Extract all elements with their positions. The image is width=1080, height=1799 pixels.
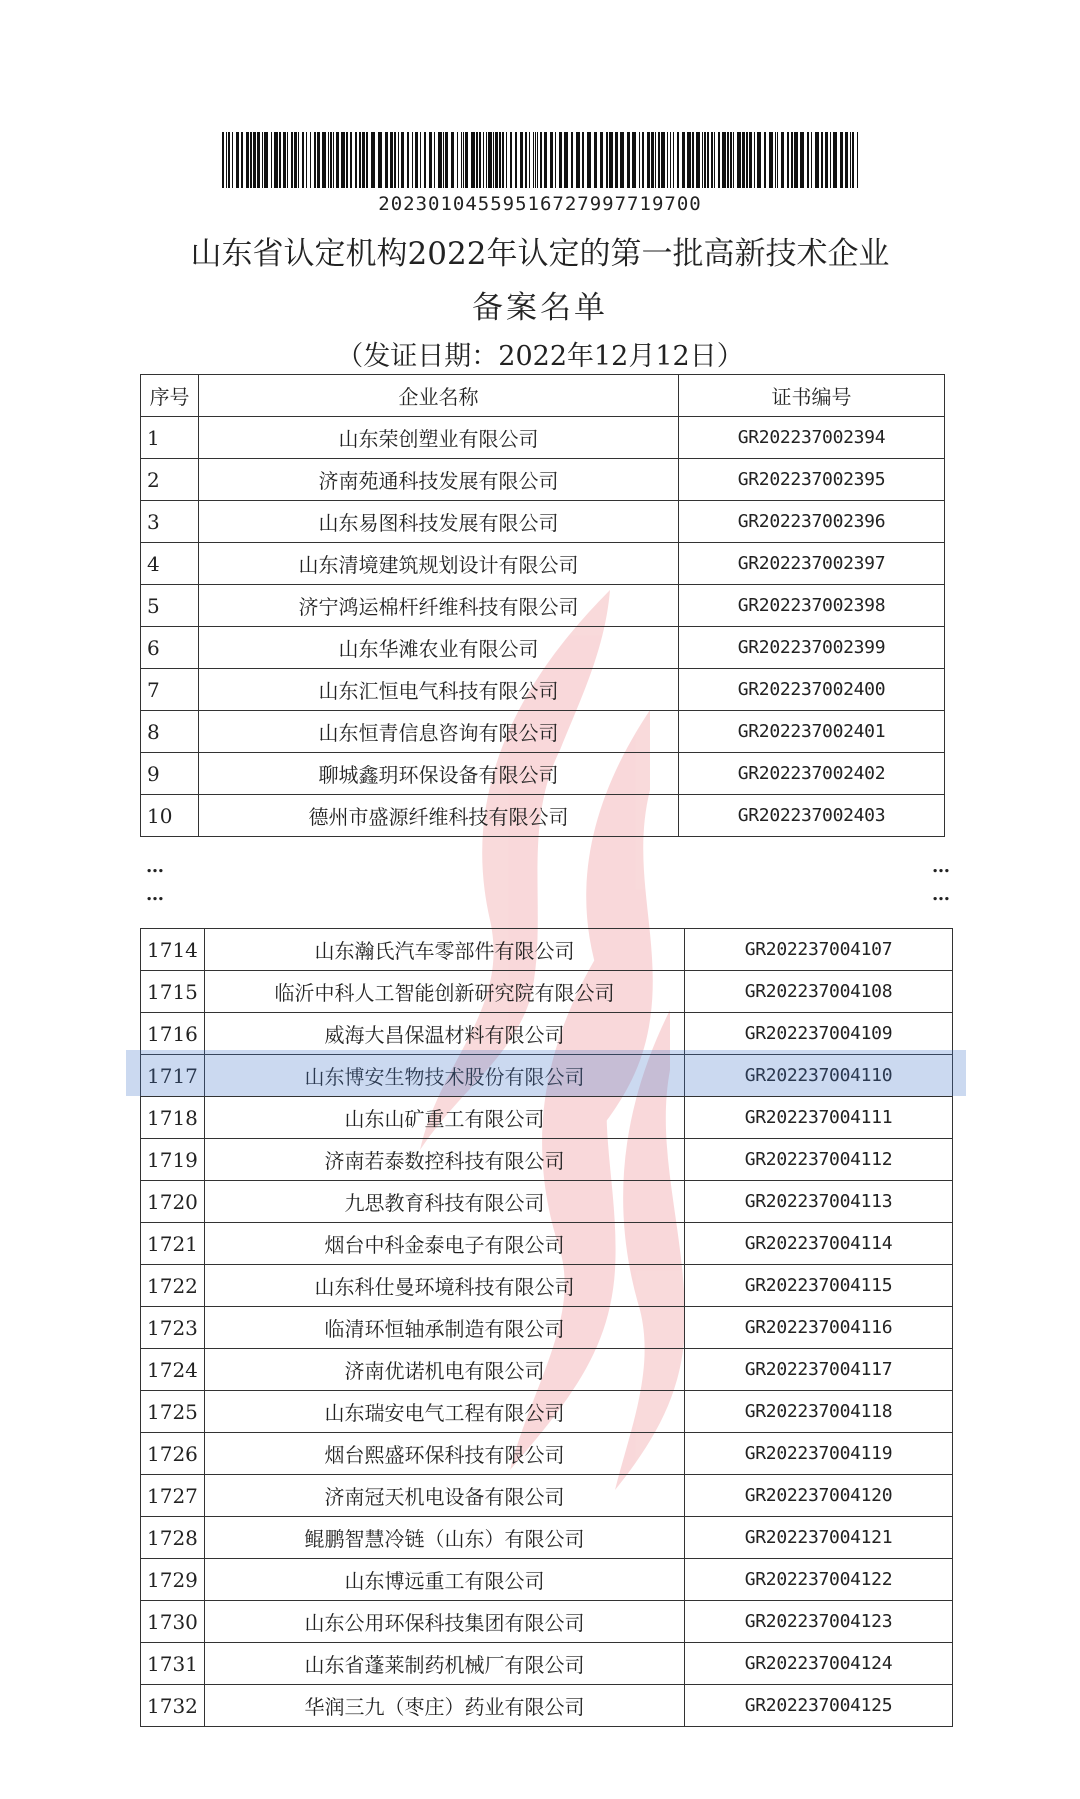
cell-name: 济南苑通科技发展有限公司 [199,459,679,501]
cell-seq: 1721 [141,1223,205,1265]
cell-seq: 3 [141,501,199,543]
barcode-bar [627,132,630,188]
header-seq: 序号 [141,375,199,417]
table-row [141,1559,953,1601]
cell-name: 山东瀚氏汽车零部件有限公司 [205,929,685,971]
barcode [222,132,858,188]
barcode-bar [606,132,608,188]
table-row [141,543,945,585]
cell-seq: 1727 [141,1475,205,1517]
barcode-bar [451,132,454,188]
header-code: 证书编号 [679,375,945,417]
cell-name: 山东山矿重工有限公司 [205,1097,685,1139]
barcode-bar [714,132,715,188]
barcode-bar [696,132,700,188]
cell-name: 威海大昌保温材料有限公司 [205,1013,685,1055]
barcode-bar [378,132,382,188]
barcode-bar [661,132,665,188]
cell-seq: 1724 [141,1349,205,1391]
cell-seq: 1723 [141,1307,205,1349]
cell-code: GR202237004110 [685,1055,953,1097]
barcode-bar [754,132,755,188]
barcode-bar [769,132,773,188]
barcode-bar [232,132,233,188]
cell-code: GR202237002401 [679,711,945,753]
barcode-bar [493,132,494,188]
cell-code: GR202237002395 [679,459,945,501]
barcode-bar [807,132,809,188]
table-row [141,1055,953,1097]
barcode-bar [520,132,523,188]
cell-name: 山东华滩农业有限公司 [199,627,679,669]
cell-name: 九思教育科技有限公司 [205,1181,685,1223]
barcode-bar [390,132,393,188]
barcode-bar [502,132,504,188]
cell-code: GR202237002399 [679,627,945,669]
barcode-bar [359,132,361,188]
barcode-bar [550,132,553,188]
barcode-bar [283,132,286,188]
cell-seq: 1731 [141,1643,205,1685]
barcode-bar [253,132,256,188]
barcode-bar [857,132,858,188]
header-name: 企业名称 [199,375,679,417]
barcode-bar [852,132,854,188]
table-row [141,753,945,795]
cell-code: GR202237004111 [685,1097,953,1139]
cell-name: 临清环恒轴承制造有限公司 [205,1307,685,1349]
cell-name: 华润三九（枣庄）药业有限公司 [205,1685,685,1727]
barcode-bar [582,132,584,188]
barcode-bar [742,132,745,188]
cell-seq: 1 [141,417,199,459]
table-row [141,795,945,837]
barcode-bar [670,132,671,188]
cell-code: GR202237004117 [685,1349,953,1391]
cell-code: GR202237004119 [685,1433,953,1475]
barcode-bar [346,132,348,188]
cell-code: GR202237004115 [685,1265,953,1307]
cell-name: 山东博安生物技术股份有限公司 [205,1055,685,1097]
table-row [141,1223,953,1265]
barcode-bar [271,132,272,188]
cell-code: GR202237002394 [679,417,945,459]
enterprise-table-top [140,374,945,837]
barcode-bar [471,132,475,188]
barcode-bar [704,132,706,188]
barcode-bar [677,132,679,188]
barcode-bar [781,132,784,188]
barcode-bar [632,132,636,188]
barcode-bar [341,132,345,188]
barcode-bar [571,132,573,188]
document-title: 山东省认定机构2022年认定的第一批高新技术企业 [190,236,890,272]
cell-name: 济宁鸿运棉杆纤维科技有限公司 [199,585,679,627]
barcode-bar [465,132,468,188]
barcode-bar [488,132,492,188]
barcode-bar [257,132,260,188]
barcode-bar [647,132,650,188]
barcode-bar [420,132,421,188]
cell-code: GR202237004112 [685,1139,953,1181]
cell-name: 临沂中科人工智能创新研究院有限公司 [205,971,685,1013]
cell-code: GR202237004123 [685,1601,953,1643]
barcode-bar [510,132,512,188]
cell-code: GR202237002402 [679,753,945,795]
cell-code: GR202237002400 [679,669,945,711]
cell-seq: 2 [141,459,199,501]
barcode-bar [764,132,766,188]
barcode-bar [429,132,432,188]
cell-seq: 4 [141,543,199,585]
barcode-bar [749,132,752,188]
barcode-bar [600,132,603,188]
barcode-bar [398,132,399,188]
barcode-bar [483,132,484,188]
barcode-bar [394,132,396,188]
barcode-bar [730,132,732,188]
barcode-bar [226,132,227,188]
table-row [141,971,953,1013]
cell-code: GR202237004122 [685,1559,953,1601]
cell-code: GR202237004124 [685,1643,953,1685]
table-row [141,459,945,501]
barcode-bar [794,132,798,188]
barcode-bar [687,132,691,188]
cell-code: GR202237002403 [679,795,945,837]
cell-seq: 1722 [141,1265,205,1307]
barcode-bar [537,132,538,188]
barcode-bar [658,132,660,188]
barcode-bar [529,132,530,188]
barcode-bar [682,132,685,188]
barcode-bar [642,132,644,188]
barcode-bar [302,132,304,188]
table-row [141,1433,953,1475]
barcode-bar [236,132,239,188]
barcode-bar [443,132,444,188]
table-row [141,627,945,669]
barcode-bar [777,132,778,188]
barcode-bar [727,132,729,188]
cell-seq: 1732 [141,1685,205,1727]
barcode-bar [787,132,789,188]
barcode-bar [833,132,837,188]
cell-code: GR202237004116 [685,1307,953,1349]
barcode-bar [461,132,462,188]
cell-name: 济南冠天机电设备有限公司 [205,1475,685,1517]
cell-name: 山东易图科技发展有限公司 [199,501,679,543]
table-header-row [141,375,945,417]
barcode-bar [228,132,230,188]
barcode-bar [746,132,748,188]
table-row [141,711,945,753]
barcode-bar [707,132,709,188]
table-row [141,1349,953,1391]
cell-name: 烟台中科金泰电子有限公司 [205,1223,685,1265]
barcode-bar [298,132,299,188]
table-row [141,1097,953,1139]
barcode-bar [533,132,534,188]
table-row [141,1685,953,1727]
ellipsis-left-1: … [146,856,162,877]
barcode-bar [328,132,329,188]
barcode-bar [840,132,843,188]
barcode-bar [711,132,713,188]
barcode-bar [250,132,252,188]
table-row [141,1139,953,1181]
cell-seq: 7 [141,669,199,711]
barcode-bar [262,132,263,188]
barcode-bar [555,132,556,188]
barcode-bar [845,132,848,188]
barcode-bar [587,132,591,188]
barcode-bar [314,132,316,188]
barcode-bar [615,132,618,188]
barcode-bar [385,132,388,188]
barcode-bar [479,132,481,188]
table-row [141,417,945,459]
cell-code: GR202237004125 [685,1685,953,1727]
cell-seq: 9 [141,753,199,795]
barcode-bar [371,132,375,188]
barcode-bar [775,132,776,188]
cell-name: 山东省蓬莱制药机械厂有限公司 [205,1643,685,1685]
barcode-bar [825,132,828,188]
barcode-bar [486,132,487,188]
barcode-bar [294,132,297,188]
barcode-bar [495,132,498,188]
barcode-bar [401,132,404,188]
ellipsis-right-1: … [932,856,948,877]
barcode-bar [355,132,357,188]
barcode-bar [322,132,326,188]
cell-code: GR202237004114 [685,1223,953,1265]
cell-seq: 5 [141,585,199,627]
barcode-bar [620,132,624,188]
cell-name: 德州市盛源纤维科技有限公司 [199,795,679,837]
barcode-bar [525,132,527,188]
barcode-bar [609,132,613,188]
cell-seq: 1726 [141,1433,205,1475]
cell-code: GR202237004108 [685,971,953,1013]
barcode-bar [330,132,332,188]
cell-name: 山东瑞安电气工程有限公司 [205,1391,685,1433]
barcode-bar [499,132,501,188]
cell-seq: 8 [141,711,199,753]
barcode-bar [850,132,851,188]
cell-seq: 1716 [141,1013,205,1055]
barcode-bar [366,132,368,188]
barcode-bar [535,132,536,188]
table-row [141,1643,953,1685]
table-row [141,1013,953,1055]
barcode-bar [476,132,478,188]
table-row [141,585,945,627]
cell-code: GR202237004118 [685,1391,953,1433]
barcode-bar [692,132,694,188]
barcode-bar [407,132,409,188]
cell-code: GR202237004109 [685,1013,953,1055]
issue-date: （发证日期：2022年12月12日） [336,341,744,372]
cell-seq: 1729 [141,1559,205,1601]
barcode-bar [434,132,435,188]
cell-code: GR202237002397 [679,543,945,585]
cell-seq: 1714 [141,929,205,971]
cell-seq: 1719 [141,1139,205,1181]
enterprise-table-bottom [140,928,953,1727]
cell-seq: 10 [141,795,199,837]
barcode-bar [737,132,741,188]
cell-name: 山东清境建筑规划设计有限公司 [199,543,679,585]
cell-seq: 6 [141,627,199,669]
ellipsis-left-2: … [146,884,162,905]
cell-code: GR202237002398 [679,585,945,627]
barcode-bar [246,132,249,188]
table-row [141,1601,953,1643]
barcode-bar [279,132,281,188]
table-row [141,501,945,543]
cell-code: GR202237004121 [685,1517,953,1559]
table-row [141,1517,953,1559]
barcode-bar [222,132,224,188]
document-title-line2: 备案名单 [472,290,608,326]
barcode-bar [821,132,823,188]
barcode-bar [544,132,547,188]
barcode-bar [667,132,668,188]
cell-code: GR202237004107 [685,929,953,971]
table-row [141,1391,953,1433]
cell-seq: 1730 [141,1601,205,1643]
barcode-bar [415,132,418,188]
barcode-bar [264,132,268,188]
barcode-bar [336,132,339,188]
cell-name: 山东荣创塑业有限公司 [199,417,679,459]
cell-seq: 1728 [141,1517,205,1559]
cell-name: 山东博远重工有限公司 [205,1559,685,1601]
barcode-number: 20230104559516727997719700 [378,193,702,215]
barcode-bar [594,132,597,188]
barcode-bar [317,132,320,188]
table-row [141,1475,953,1517]
barcode-bar [445,132,448,188]
cell-seq: 1718 [141,1097,205,1139]
cell-code: GR202237002396 [679,501,945,543]
barcode-bar [438,132,442,188]
cell-name: 鲲鹏智慧冷链（山东）有限公司 [205,1517,685,1559]
barcode-bar [757,132,761,188]
barcode-bar [540,132,542,188]
barcode-bar [241,132,243,188]
table-row [141,1181,953,1223]
barcode-bar [673,132,674,188]
table-row [141,1307,953,1349]
cell-name: 济南若泰数控科技有限公司 [205,1139,685,1181]
cell-seq: 1725 [141,1391,205,1433]
barcode-bar [815,132,819,188]
barcode-bar [306,132,307,188]
cell-name: 山东科仕曼环境科技有限公司 [205,1265,685,1307]
barcode-bar [457,132,458,188]
cell-seq: 1715 [141,971,205,1013]
barcode-bar [515,132,517,188]
table-row [141,1265,953,1307]
barcode-bar [655,132,656,188]
barcode-bar [651,132,654,188]
barcode-bar [291,132,293,188]
barcode-bar [412,132,413,188]
barcode-bar [576,132,580,188]
cell-code: GR202237004113 [685,1181,953,1223]
cell-code: GR202237004120 [685,1475,953,1517]
cell-name: 山东公用环保科技集团有限公司 [205,1601,685,1643]
barcode-bar [639,132,640,188]
ellipsis-right-2: … [932,884,948,905]
barcode-bar [733,132,734,188]
barcode-bar [722,132,726,188]
barcode-bar [800,132,804,188]
barcode-bar [287,132,288,188]
barcode-bar [310,132,311,188]
cell-name: 烟台熙盛环保科技有限公司 [205,1433,685,1475]
barcode-bar [702,132,703,188]
barcode-bar [559,132,562,188]
cell-seq: 1720 [141,1181,205,1223]
cell-name: 济南优诺机电有限公司 [205,1349,685,1391]
barcode-bar [274,132,278,188]
barcode-bar [350,132,352,188]
table-row [141,669,945,711]
cell-seq: 1717 [141,1055,205,1097]
barcode-bar [333,132,334,188]
barcode-bar [506,132,507,188]
barcode-bar [791,132,793,188]
barcode-bar [811,132,812,188]
barcode-bar [362,132,365,188]
table-row [141,929,953,971]
barcode-bar [830,132,831,188]
barcode-bar [424,132,426,188]
barcode-bar [718,132,720,188]
barcode-bar [463,132,464,188]
barcode-icon [222,132,858,188]
cell-name: 聊城鑫玥环保设备有限公司 [199,753,679,795]
cell-name: 山东汇恒电气科技有限公司 [199,669,679,711]
cell-name: 山东恒青信息咨询有限公司 [199,711,679,753]
barcode-bar [564,132,568,188]
